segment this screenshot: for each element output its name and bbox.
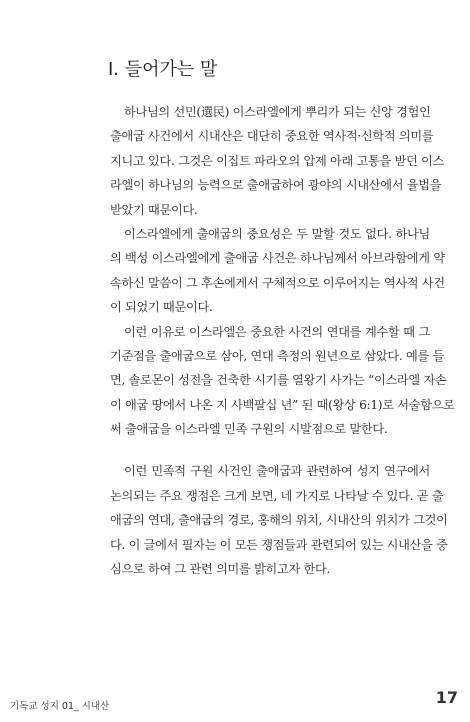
paragraph-line: 심으로 하여 그 관련 의미를 밝히고자 한다. xyxy=(110,562,331,577)
paragraph-line: 받았기 때문이다. xyxy=(110,202,198,217)
paragraph-line: 다. 이 글에서 필자는 이 모든 쟁점들과 관련되어 있는 시내산을 중 xyxy=(110,537,448,552)
paragraph-line: 라엘이 하나님의 능력으로 출애굽하여 광야의 시내산에서 율법을 xyxy=(110,178,442,193)
section-heading: I. 들어가는 말 xyxy=(108,59,218,80)
paragraph-line: 이런 이유로 이스라엘은 중요한 사건의 연대를 계수할 때 그 xyxy=(124,324,430,339)
paragraph-line: 기준점을 출애굽으로 삼아, 연대 측정의 원년으로 삼았다. 예를 들 xyxy=(110,348,445,363)
paragraph-line: 이 애굽 땅에서 나온 지 사백팔십 년” 된 때(왕상 6:1)로 서술함으로 xyxy=(110,397,455,412)
paragraph-line: 써 출애굽을 이스라엘 민족 구원의 시발점으로 말한다. xyxy=(110,422,388,437)
paragraph-1 xyxy=(110,100,445,222)
paragraph-4 xyxy=(110,459,448,581)
paragraph-line: 이런 민족적 구원 사건인 출애굽과 관련하여 성지 연구에서 xyxy=(124,464,430,479)
paragraph-line: 의 백성 이스라엘에게 출애굽 사건은 하나님께서 아브라함에게 약 xyxy=(110,251,445,266)
paragraph-line: 하나님의 선민(選民) 이스라엘에게 뿌리가 되는 신앙 경험인 xyxy=(124,105,431,119)
paragraph-line: 애굽의 연대, 출애굽의 경로, 홍해의 위치, 시내산의 위치가 그것이 xyxy=(110,513,448,528)
running-title: 기독교 성지 01_ 시내산 xyxy=(10,701,110,712)
paragraph-line: 속하신 말씀이 그 후손에게서 구체적으로 이루어지는 역사적 사건 xyxy=(110,275,445,290)
paragraph-line: 논의되는 주요 쟁점은 크게 보면, 네 가지로 나타날 수 있다. 곧 출 xyxy=(110,488,444,503)
paragraph-3 xyxy=(110,320,455,442)
body-text xyxy=(110,100,455,581)
page-number: 17 xyxy=(435,688,458,707)
paragraph-line: 면, 솔로몬이 성전을 건축한 시기를 열왕기 사가는 “이스라엘 자손 xyxy=(110,373,447,388)
paragraph-line: 이스라엘에게 출애굽의 중요성은 두 말할 것도 없다. 하나님 xyxy=(124,226,430,241)
paragraph-line: 출애굽 사건에서 시내산은 대단히 중요한 역사적·신학적 의미를 xyxy=(110,129,434,144)
paragraph-line: 이 되었기 때문이다. xyxy=(110,300,213,315)
paragraph-line: 지니고 있다. 그것은 이집트 파라오의 압제 아래 고통을 받던 이스 xyxy=(110,153,445,168)
paragraph-2 xyxy=(110,222,445,320)
